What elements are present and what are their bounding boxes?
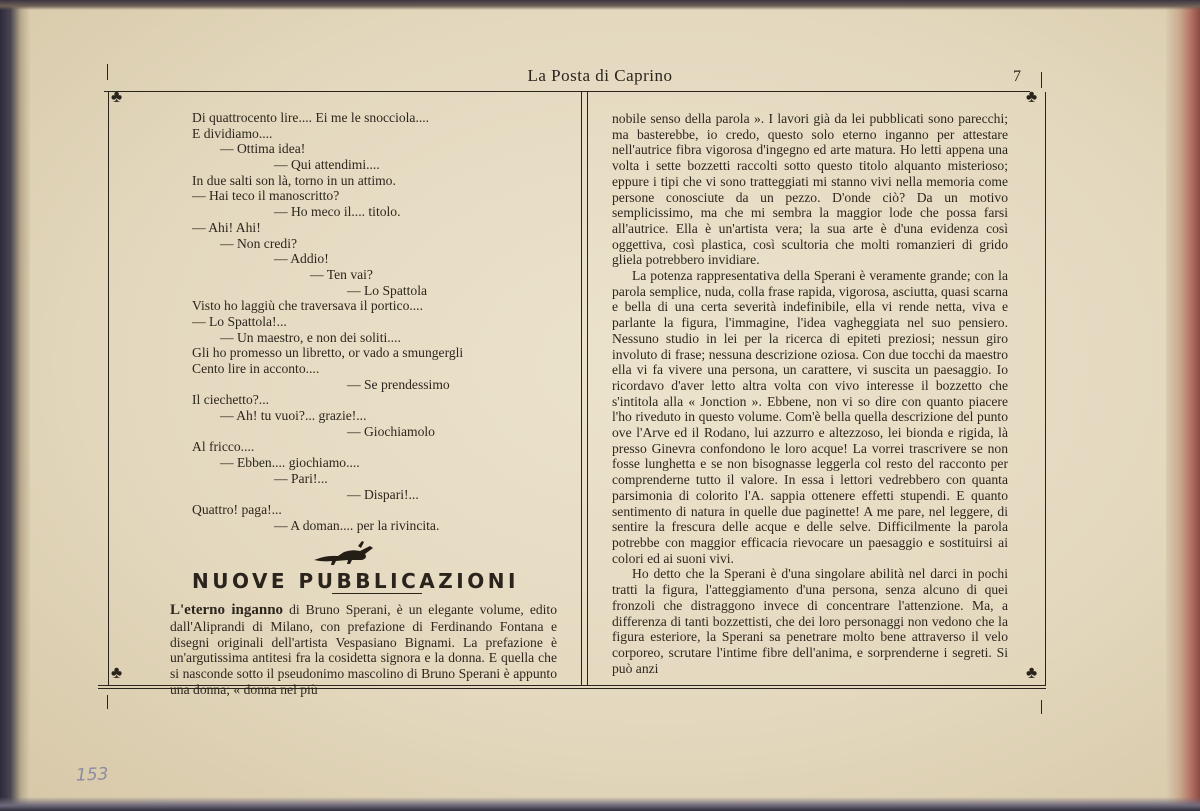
verse-line: — Lo Spattola!...	[192, 313, 287, 329]
crocodile-vignette-icon	[312, 540, 376, 566]
verse-line: — Ten vai?	[310, 266, 373, 282]
verse-line: Quattro! paga!...	[192, 502, 282, 518]
footer-tick-left	[107, 695, 108, 709]
verse-line: Gli ho promesso un libretto, or vado a smungergli	[192, 345, 464, 361]
pencil-margin-note: 153	[75, 764, 109, 786]
verse-line: — Non credi?	[220, 235, 298, 251]
corner-ornament-icon: ♣	[1026, 87, 1038, 106]
review-paragraph	[170, 602, 557, 697]
page-number: 7	[1013, 68, 1021, 85]
section-title-rule	[332, 593, 422, 594]
verse-line: In due salti son là, torno in un attimo.	[192, 172, 396, 188]
column-divider-left	[581, 92, 582, 685]
verse-line: — Qui attendimi....	[274, 157, 380, 173]
corner-ornament-icon: ♣	[111, 663, 123, 682]
verse-line: Visto ho laggiù che traversava il portico....	[192, 298, 423, 314]
verse-line: — Ebben.... giochiamo....	[220, 455, 360, 471]
verse-line: E dividiamo....	[192, 125, 273, 141]
verse-line: — Ottima idea!	[220, 141, 306, 157]
verse-line: — Se prendessimo	[347, 376, 450, 392]
book-title: L'eterno inganno	[170, 602, 284, 619]
verse-line: — Un maestro, e non dei soliti....	[220, 329, 401, 345]
verse-line: Cento lire in acconto....	[192, 361, 320, 376]
right-column	[612, 111, 1008, 676]
article-paragraph: nobile senso della parola ». I lavori già da lei pubblicati sono parecchi; ma basterebbe, io credo, questo solo eterno inganno per attestare nell'autrice fibra vigorosa d'ingegno ed arte matura. Ho letti appena una volta i sette bozzetti raccolti sotto questo titolo alquanto misterioso; eppure i tipi che vi sono tratteggiati mi stanno vivi nella memoria come persone conosciute da un pezzo. D'onde ciò? Da un motivo semplicissimo, ma che mi sembra la maggior lode che possa farsi all'autrice. Ella è un'artista vera; la sua arte è d'una evidenza così oggettiva, così plastica, così scultoria che molti romanzieri di grido gliela potrebbero invidiare.	[612, 111, 1008, 268]
verse-line: — Ahi! Ahi!	[192, 219, 261, 235]
book-top-edge	[0, 0, 1200, 10]
left-column	[170, 110, 557, 697]
verse-line: — Dispari!...	[347, 486, 419, 502]
verse-line: — Pari!...	[274, 470, 328, 486]
review-text: di Bruno Sperani, è un elegante volume, edito dall'Aliprandi di Milano, con prefazione di Ferdinando Fontana e disegni originali dell'artista Vespasiano Bignami. La prefazione è un'argutissima antitesi fra la cosidetta signora e la donna. E quella che si nasconde sotto il pseudonimo mascolino di Bruno Sperani è appunto una donna; « donna nel più	[170, 602, 557, 697]
verse-line: Al fricco....	[192, 439, 255, 455]
book-bottom-edge	[0, 797, 1200, 811]
verse-line: — Hai teco il manoscritto?	[192, 188, 340, 204]
verse-line: — Addio!	[274, 251, 329, 267]
frame-right-rule	[1045, 92, 1046, 685]
footer-tick-right	[1041, 700, 1042, 714]
header-rule-tick-right	[1041, 72, 1042, 88]
book-fore-edge	[1166, 0, 1200, 811]
header-rule-tick-left	[107, 64, 108, 80]
book-spine-edge	[0, 0, 30, 811]
verse-line: Il ciechetto?...	[192, 392, 269, 408]
section-title: NUOVE PUBBLICAZIONI	[192, 568, 519, 593]
corner-ornament-icon: ♣	[111, 87, 123, 106]
verse-line: Di quattrocento lire.... Ei me le snocciola....	[192, 110, 430, 125]
column-divider-right	[587, 92, 588, 685]
verse-line: — Ah! tu vuoi?... grazie!...	[220, 408, 367, 424]
verse-line: — Lo Spattola	[347, 282, 428, 298]
frame-left-rule	[108, 92, 109, 685]
corner-ornament-icon: ♣	[1026, 663, 1038, 682]
article-paragraph: Ho detto che la Sperani è d'una singolare abilità nel darci in pochi tratti la figura, l'atteggiamento d'una persona, senza alcuno di quei fronzoli che distraggono invece di concentrare l'attenzione. Ma, a differenza di tanti bozzettisti, che dei loro personaggi non vedono che la figura esteriore, la Sperani sa penetrare molto bene attraverso il velo corporeo, scrutare l'intime fibre dell'anima, e sorprenderne i segreti. Si può anzi	[612, 566, 1008, 676]
verse-line: — Ho meco il.... titolo.	[274, 204, 401, 220]
running-head: La Posta di Caprino	[527, 66, 673, 85]
verse-line: — Giochiamolo	[347, 423, 435, 439]
verse-line: — A doman.... per la rivincita.	[274, 517, 440, 533]
header-rule	[104, 91, 1030, 92]
article-paragraph: La potenza rappresentativa della Sperani è veramente grande; con la parola semplice, nuda, colla frase rapida, vigorosa, asciutta, quasi scarna e bella di una certa severità indefinibile, ella vi rende netta, viva e parlante la figura, l'immagine, l'idea vagheggiata nel suo pensiero. Nessuno studio in lei per la ricerca di epiteti preziosi; nessun giro involuto di frase; nessuna descrizione oziosa. Con due tocchi da maestro ella vi fa vivere una persona, un carattere, vi suscita un paesaggio. Io ricordavo d'aver letto altra volta con vivo interesse il bozzetto che s'intitola alla « Jonction ». Ebbene, non vi so dire con quanto piacere l'ho riveduto in questo volume. Com'è bella quella descrizione del punto ove l'Arve ed il Rodano, lui azzurro e altezzoso, lei bionda e rigida, là presso Ginevra confondono le loro acque! La vorrei trascrivere se non fosse lunghetta e se non bisognasse leggerla col resto del racconto per comprenderne tutto il valore. In essa i lettori vedrebbero con quanta parsimonia di colorito l'A. sappia ottenere effetti stupendi. E quanto sentimento di natura in quelle due paginette! A me pare, nel leggere, di sentire la frescura delle acque e delle selve. Difficilmente la parola potrebbe con maggior efficacia rievocare un paesaggio e sostituirsi ai colori ed ai suoni vivi.	[612, 268, 1008, 566]
dialogue-verse	[192, 110, 557, 534]
